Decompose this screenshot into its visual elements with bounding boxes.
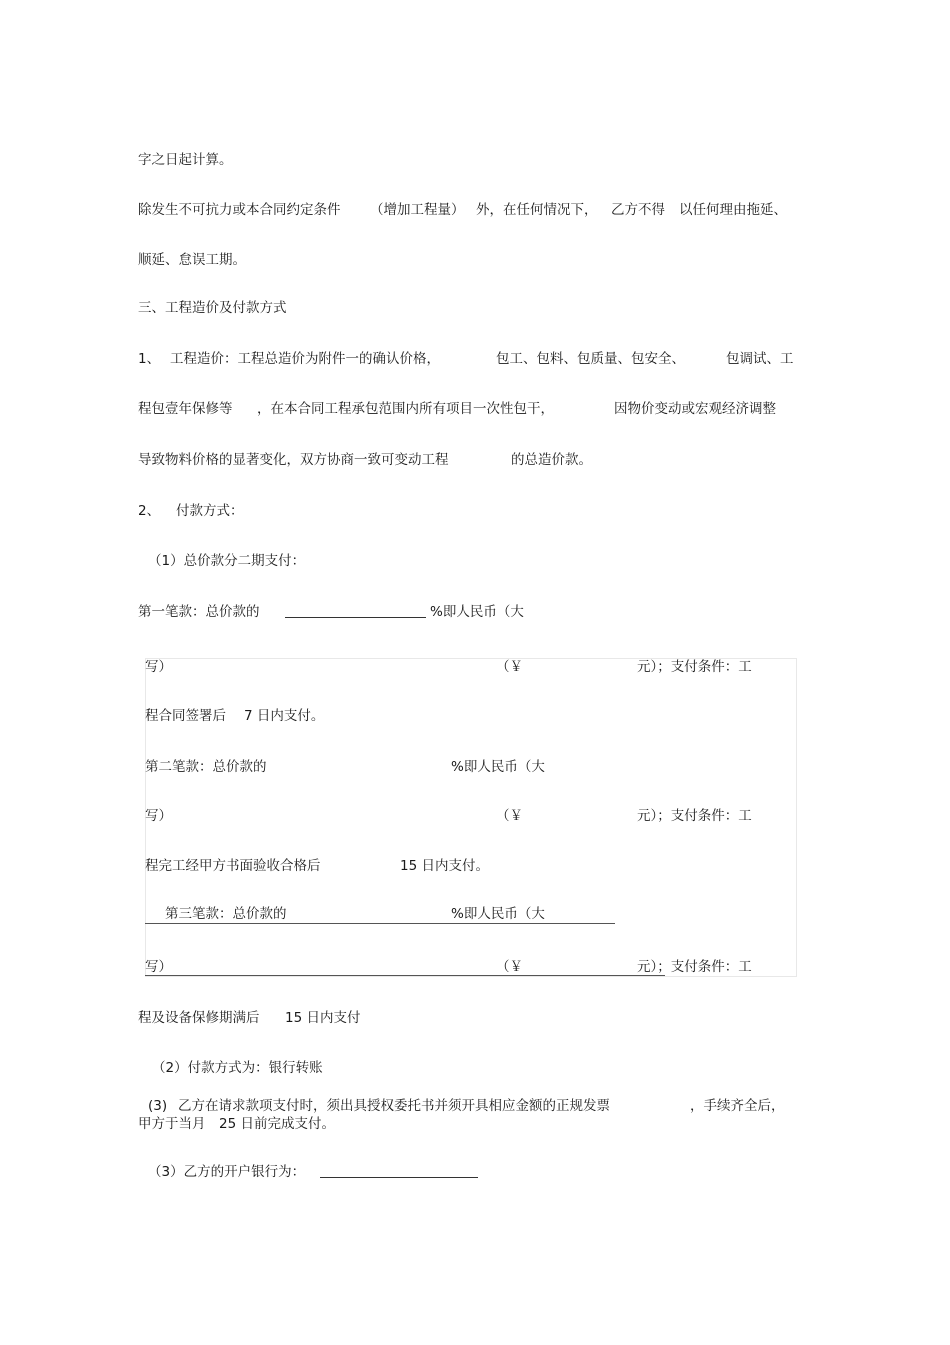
text-line: %即人民币（大	[451, 759, 545, 775]
text-line: 字之日起计算。	[138, 152, 233, 168]
underline	[145, 923, 615, 924]
text-line: 25 日前完成支付。	[219, 1116, 335, 1132]
text-line: 因物价变动或宏观经济调整	[614, 401, 776, 417]
underline	[145, 975, 665, 976]
text-line: 第一笔款：总价款的	[138, 604, 260, 620]
text-line: 付款方式：	[176, 503, 244, 519]
text-line: 写）	[145, 808, 172, 824]
bank-blank	[320, 1177, 478, 1178]
text-line: 程及设备保修期满后	[138, 1010, 260, 1026]
text-line: 包调试、工	[726, 351, 794, 367]
section-heading: 三、工程造价及付款方式	[138, 300, 287, 316]
text-line: 外，在任何情况下，	[476, 202, 598, 218]
text-line: 除发生不可抗力或本合同约定条件	[138, 202, 341, 218]
text-line: （1）总价款分二期支付：	[148, 553, 306, 569]
text-line: ，手续齐全后，	[690, 1098, 785, 1114]
item-number: (3)	[148, 1098, 168, 1114]
text-line: 写）	[145, 959, 172, 975]
text-line: （￥	[496, 659, 523, 675]
text-line: 以任何理由拖延、	[679, 202, 787, 218]
text-line: （2）付款方式为：银行转账	[152, 1060, 323, 1076]
percentage-blank	[285, 617, 426, 618]
text-line: 第三笔款：总价款的	[165, 906, 287, 922]
text-line: （增加工程量）	[370, 202, 465, 218]
text-line: 15 日内支付。	[400, 858, 489, 874]
text-line: %即人民币（大	[451, 906, 545, 922]
item-number: 1、	[138, 351, 161, 367]
text-line: 程合同签署后	[145, 708, 226, 724]
text-line: （￥	[496, 959, 523, 975]
text-line: 写）	[145, 659, 172, 675]
item-number: 2、	[138, 503, 161, 519]
text-line: 工程造价：工程总造价为附件一的确认价格，	[170, 351, 440, 367]
text-line: 7 日内支付。	[244, 708, 325, 724]
text-line: 第二笔款：总价款的	[145, 759, 267, 775]
text-line: 甲方于当月	[138, 1116, 206, 1132]
text-line: %即人民币（大	[430, 604, 524, 620]
text-line: 乙方在请求款项支付时，须出具授权委托书并须开具相应金额的正规发票	[178, 1098, 610, 1114]
text-line: 包工、包料、包质量、包安全、	[496, 351, 685, 367]
text-line: 15 日内支付	[285, 1010, 361, 1026]
text-line: 的总造价款。	[511, 452, 592, 468]
text-line: （3）乙方的开户银行为：	[148, 1164, 306, 1180]
text-line: 乙方不得	[611, 202, 665, 218]
text-line: 顺延、怠误工期。	[138, 252, 246, 268]
text-line: 程完工经甲方书面验收合格后	[145, 858, 321, 874]
text-line: 元）；支付条件：工	[637, 808, 752, 824]
text-line: ，在本合同工程承包范围内所有项目一次性包干，	[257, 401, 554, 417]
text-line: （￥	[496, 808, 523, 824]
text-line: 程包壹年保修等	[138, 401, 233, 417]
text-line: 元）；支付条件：工	[637, 959, 752, 975]
text-line: 元）；支付条件：工	[637, 659, 752, 675]
text-line: 导致物料价格的显著变化，双方协商一致可变动工程	[138, 452, 449, 468]
